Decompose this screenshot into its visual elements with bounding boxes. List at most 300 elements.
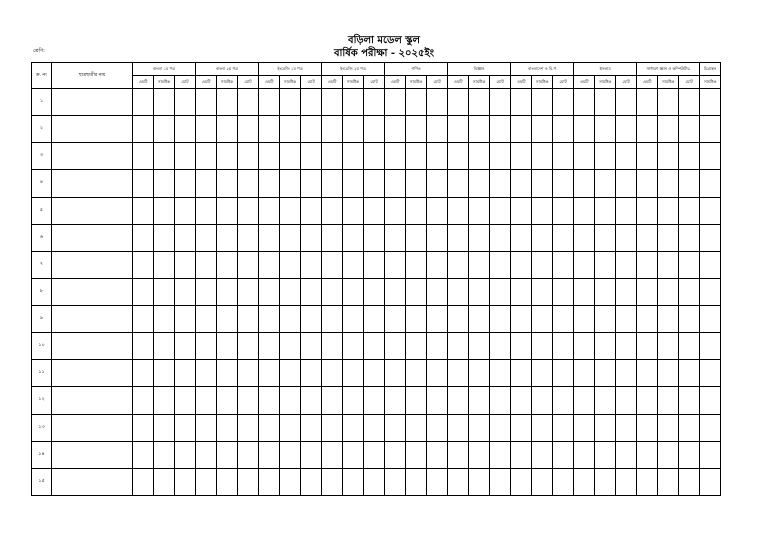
mark-cell[interactable] [532, 414, 553, 441]
mark-cell[interactable] [658, 197, 679, 224]
mark-cell[interactable] [616, 414, 637, 441]
mark-cell[interactable] [637, 170, 658, 197]
mark-cell[interactable] [133, 197, 154, 224]
mark-cell[interactable] [448, 251, 469, 278]
mark-cell[interactable] [658, 278, 679, 305]
mark-cell[interactable] [343, 333, 364, 360]
mark-cell[interactable] [532, 468, 553, 495]
mark-cell[interactable] [364, 116, 385, 143]
mark-cell[interactable] [301, 197, 322, 224]
mark-cell[interactable] [637, 197, 658, 224]
mark-cell[interactable] [175, 116, 196, 143]
student-name-cell[interactable] [52, 197, 133, 224]
mark-cell[interactable] [469, 414, 490, 441]
mark-cell[interactable] [532, 387, 553, 414]
mark-cell[interactable] [196, 170, 217, 197]
mark-cell[interactable] [259, 278, 280, 305]
mark-cell[interactable] [679, 387, 700, 414]
mark-cell[interactable] [406, 414, 427, 441]
mark-cell[interactable] [385, 224, 406, 251]
mark-cell[interactable] [238, 116, 259, 143]
student-name-cell[interactable] [52, 387, 133, 414]
mark-cell[interactable] [679, 170, 700, 197]
mark-cell[interactable] [238, 197, 259, 224]
mark-cell[interactable] [448, 224, 469, 251]
mark-cell[interactable] [511, 170, 532, 197]
mark-cell[interactable] [322, 224, 343, 251]
mark-cell[interactable] [196, 224, 217, 251]
mark-cell[interactable] [574, 170, 595, 197]
mark-cell[interactable] [469, 333, 490, 360]
mark-cell[interactable] [280, 278, 301, 305]
mark-cell[interactable] [595, 360, 616, 387]
mark-cell[interactable] [280, 441, 301, 468]
mark-cell[interactable] [259, 306, 280, 333]
mark-cell[interactable] [322, 89, 343, 116]
student-name-cell[interactable] [52, 89, 133, 116]
mark-cell[interactable] [490, 441, 511, 468]
mark-cell[interactable] [364, 251, 385, 278]
mark-cell[interactable] [259, 360, 280, 387]
mark-cell[interactable] [637, 224, 658, 251]
mark-cell[interactable] [238, 143, 259, 170]
mark-cell[interactable] [364, 468, 385, 495]
mark-cell[interactable] [196, 306, 217, 333]
mark-cell[interactable] [574, 251, 595, 278]
mark-cell[interactable] [217, 197, 238, 224]
mark-cell[interactable] [616, 360, 637, 387]
mark-cell[interactable] [322, 387, 343, 414]
mark-cell[interactable] [406, 360, 427, 387]
mark-cell[interactable] [427, 414, 448, 441]
mark-cell[interactable] [259, 116, 280, 143]
mark-cell[interactable] [679, 360, 700, 387]
mark-cell[interactable] [238, 414, 259, 441]
mark-cell[interactable] [679, 414, 700, 441]
mark-cell[interactable] [448, 116, 469, 143]
mark-cell[interactable] [490, 143, 511, 170]
mark-cell[interactable] [553, 360, 574, 387]
mark-cell[interactable] [427, 441, 448, 468]
mark-cell[interactable] [343, 278, 364, 305]
mark-cell[interactable] [511, 387, 532, 414]
mark-cell[interactable] [469, 143, 490, 170]
mark-cell[interactable] [469, 89, 490, 116]
mark-cell[interactable] [700, 441, 721, 468]
mark-cell[interactable] [469, 170, 490, 197]
mark-cell[interactable] [133, 224, 154, 251]
mark-cell[interactable] [217, 414, 238, 441]
mark-cell[interactable] [385, 333, 406, 360]
mark-cell[interactable] [490, 468, 511, 495]
mark-cell[interactable] [616, 333, 637, 360]
mark-cell[interactable] [406, 170, 427, 197]
mark-cell[interactable] [553, 170, 574, 197]
mark-cell[interactable] [301, 116, 322, 143]
mark-cell[interactable] [196, 89, 217, 116]
mark-cell[interactable] [406, 387, 427, 414]
mark-cell[interactable] [553, 197, 574, 224]
mark-cell[interactable] [343, 414, 364, 441]
mark-cell[interactable] [406, 224, 427, 251]
mark-cell[interactable] [469, 387, 490, 414]
mark-cell[interactable] [343, 441, 364, 468]
mark-cell[interactable] [469, 278, 490, 305]
mark-cell[interactable] [658, 360, 679, 387]
mark-cell[interactable] [532, 197, 553, 224]
mark-cell[interactable] [700, 278, 721, 305]
student-name-cell[interactable] [52, 251, 133, 278]
mark-cell[interactable] [259, 197, 280, 224]
mark-cell[interactable] [553, 333, 574, 360]
mark-cell[interactable] [490, 360, 511, 387]
mark-cell[interactable] [238, 224, 259, 251]
student-name-cell[interactable] [52, 468, 133, 495]
mark-cell[interactable] [427, 360, 448, 387]
mark-cell[interactable] [196, 414, 217, 441]
mark-cell[interactable] [469, 441, 490, 468]
mark-cell[interactable] [322, 360, 343, 387]
mark-cell[interactable] [133, 89, 154, 116]
mark-cell[interactable] [406, 278, 427, 305]
mark-cell[interactable] [175, 468, 196, 495]
mark-cell[interactable] [448, 414, 469, 441]
mark-cell[interactable] [637, 387, 658, 414]
mark-cell[interactable] [154, 116, 175, 143]
mark-cell[interactable] [196, 278, 217, 305]
mark-cell[interactable] [574, 387, 595, 414]
mark-cell[interactable] [511, 306, 532, 333]
mark-cell[interactable] [154, 333, 175, 360]
mark-cell[interactable] [259, 387, 280, 414]
mark-cell[interactable] [553, 387, 574, 414]
mark-cell[interactable] [385, 360, 406, 387]
mark-cell[interactable] [511, 116, 532, 143]
mark-cell[interactable] [490, 306, 511, 333]
mark-cell[interactable] [133, 170, 154, 197]
mark-cell[interactable] [679, 333, 700, 360]
mark-cell[interactable] [133, 251, 154, 278]
mark-cell[interactable] [385, 306, 406, 333]
mark-cell[interactable] [532, 278, 553, 305]
mark-cell[interactable] [238, 441, 259, 468]
mark-cell[interactable] [532, 360, 553, 387]
mark-cell[interactable] [427, 387, 448, 414]
mark-cell[interactable] [490, 278, 511, 305]
student-name-cell[interactable] [52, 360, 133, 387]
student-name-cell[interactable] [52, 143, 133, 170]
mark-cell[interactable] [364, 89, 385, 116]
mark-cell[interactable] [700, 251, 721, 278]
mark-cell[interactable] [175, 170, 196, 197]
mark-cell[interactable] [574, 306, 595, 333]
mark-cell[interactable] [700, 116, 721, 143]
mark-cell[interactable] [385, 441, 406, 468]
mark-cell[interactable] [343, 360, 364, 387]
mark-cell[interactable] [511, 278, 532, 305]
mark-cell[interactable] [448, 468, 469, 495]
mark-cell[interactable] [448, 441, 469, 468]
mark-cell[interactable] [511, 143, 532, 170]
mark-cell[interactable] [280, 468, 301, 495]
mark-cell[interactable] [553, 468, 574, 495]
mark-cell[interactable] [448, 306, 469, 333]
mark-cell[interactable] [427, 89, 448, 116]
mark-cell[interactable] [154, 170, 175, 197]
mark-cell[interactable] [385, 387, 406, 414]
mark-cell[interactable] [637, 89, 658, 116]
mark-cell[interactable] [364, 143, 385, 170]
mark-cell[interactable] [616, 387, 637, 414]
mark-cell[interactable] [574, 143, 595, 170]
mark-cell[interactable] [175, 251, 196, 278]
mark-cell[interactable] [154, 89, 175, 116]
mark-cell[interactable] [259, 441, 280, 468]
mark-cell[interactable] [553, 89, 574, 116]
mark-cell[interactable] [259, 143, 280, 170]
mark-cell[interactable] [490, 251, 511, 278]
mark-cell[interactable] [700, 143, 721, 170]
mark-cell[interactable] [679, 197, 700, 224]
student-name-cell[interactable] [52, 306, 133, 333]
mark-cell[interactable] [658, 89, 679, 116]
mark-cell[interactable] [385, 143, 406, 170]
mark-cell[interactable] [427, 333, 448, 360]
mark-cell[interactable] [217, 251, 238, 278]
mark-cell[interactable] [427, 170, 448, 197]
mark-cell[interactable] [196, 143, 217, 170]
mark-cell[interactable] [322, 251, 343, 278]
mark-cell[interactable] [343, 143, 364, 170]
mark-cell[interactable] [448, 360, 469, 387]
mark-cell[interactable] [469, 116, 490, 143]
mark-cell[interactable] [196, 197, 217, 224]
mark-cell[interactable] [238, 387, 259, 414]
mark-cell[interactable] [259, 224, 280, 251]
mark-cell[interactable] [574, 441, 595, 468]
mark-cell[interactable] [574, 224, 595, 251]
mark-cell[interactable] [595, 116, 616, 143]
mark-cell[interactable] [280, 414, 301, 441]
student-name-cell[interactable] [52, 224, 133, 251]
mark-cell[interactable] [343, 251, 364, 278]
mark-cell[interactable] [238, 468, 259, 495]
mark-cell[interactable] [490, 333, 511, 360]
mark-cell[interactable] [427, 197, 448, 224]
mark-cell[interactable] [448, 387, 469, 414]
mark-cell[interactable] [658, 468, 679, 495]
mark-cell[interactable] [238, 89, 259, 116]
mark-cell[interactable] [133, 360, 154, 387]
mark-cell[interactable] [343, 116, 364, 143]
mark-cell[interactable] [406, 89, 427, 116]
mark-cell[interactable] [217, 224, 238, 251]
mark-cell[interactable] [238, 360, 259, 387]
mark-cell[interactable] [490, 387, 511, 414]
mark-cell[interactable] [448, 197, 469, 224]
mark-cell[interactable] [301, 333, 322, 360]
mark-cell[interactable] [343, 170, 364, 197]
mark-cell[interactable] [616, 224, 637, 251]
mark-cell[interactable] [301, 387, 322, 414]
mark-cell[interactable] [679, 143, 700, 170]
mark-cell[interactable] [637, 278, 658, 305]
mark-cell[interactable] [616, 468, 637, 495]
mark-cell[interactable] [532, 251, 553, 278]
mark-cell[interactable] [322, 414, 343, 441]
mark-cell[interactable] [217, 170, 238, 197]
mark-cell[interactable] [427, 468, 448, 495]
mark-cell[interactable] [679, 278, 700, 305]
mark-cell[interactable] [511, 441, 532, 468]
mark-cell[interactable] [511, 333, 532, 360]
mark-cell[interactable] [385, 89, 406, 116]
mark-cell[interactable] [511, 251, 532, 278]
mark-cell[interactable] [469, 197, 490, 224]
mark-cell[interactable] [574, 414, 595, 441]
mark-cell[interactable] [658, 116, 679, 143]
mark-cell[interactable] [469, 251, 490, 278]
mark-cell[interactable] [406, 468, 427, 495]
mark-cell[interactable] [259, 89, 280, 116]
student-name-cell[interactable] [52, 441, 133, 468]
mark-cell[interactable] [364, 360, 385, 387]
mark-cell[interactable] [532, 441, 553, 468]
mark-cell[interactable] [658, 333, 679, 360]
mark-cell[interactable] [490, 89, 511, 116]
mark-cell[interactable] [322, 197, 343, 224]
mark-cell[interactable] [658, 306, 679, 333]
mark-cell[interactable] [700, 387, 721, 414]
mark-cell[interactable] [175, 387, 196, 414]
mark-cell[interactable] [679, 224, 700, 251]
mark-cell[interactable] [385, 251, 406, 278]
mark-cell[interactable] [658, 251, 679, 278]
mark-cell[interactable] [154, 387, 175, 414]
mark-cell[interactable] [175, 414, 196, 441]
mark-cell[interactable] [595, 333, 616, 360]
mark-cell[interactable] [595, 170, 616, 197]
mark-cell[interactable] [637, 468, 658, 495]
mark-cell[interactable] [595, 414, 616, 441]
mark-cell[interactable] [280, 116, 301, 143]
mark-cell[interactable] [154, 414, 175, 441]
mark-cell[interactable] [385, 197, 406, 224]
mark-cell[interactable] [406, 333, 427, 360]
mark-cell[interactable] [133, 306, 154, 333]
mark-cell[interactable] [595, 224, 616, 251]
mark-cell[interactable] [595, 89, 616, 116]
mark-cell[interactable] [679, 441, 700, 468]
mark-cell[interactable] [133, 143, 154, 170]
mark-cell[interactable] [196, 251, 217, 278]
mark-cell[interactable] [637, 116, 658, 143]
mark-cell[interactable] [532, 224, 553, 251]
mark-cell[interactable] [700, 89, 721, 116]
mark-cell[interactable] [385, 414, 406, 441]
mark-cell[interactable] [154, 468, 175, 495]
mark-cell[interactable] [133, 278, 154, 305]
mark-cell[interactable] [154, 360, 175, 387]
mark-cell[interactable] [616, 278, 637, 305]
mark-cell[interactable] [238, 333, 259, 360]
mark-cell[interactable] [259, 333, 280, 360]
mark-cell[interactable] [658, 387, 679, 414]
mark-cell[interactable] [301, 224, 322, 251]
mark-cell[interactable] [217, 278, 238, 305]
mark-cell[interactable] [238, 170, 259, 197]
mark-cell[interactable] [637, 414, 658, 441]
mark-cell[interactable] [637, 360, 658, 387]
mark-cell[interactable] [700, 333, 721, 360]
mark-cell[interactable] [679, 116, 700, 143]
mark-cell[interactable] [637, 143, 658, 170]
mark-cell[interactable] [364, 278, 385, 305]
mark-cell[interactable] [469, 224, 490, 251]
mark-cell[interactable] [700, 170, 721, 197]
mark-cell[interactable] [490, 414, 511, 441]
mark-cell[interactable] [490, 170, 511, 197]
mark-cell[interactable] [679, 306, 700, 333]
mark-cell[interactable] [259, 251, 280, 278]
mark-cell[interactable] [595, 441, 616, 468]
mark-cell[interactable] [301, 143, 322, 170]
mark-cell[interactable] [511, 414, 532, 441]
mark-cell[interactable] [532, 333, 553, 360]
mark-cell[interactable] [175, 441, 196, 468]
mark-cell[interactable] [574, 278, 595, 305]
mark-cell[interactable] [217, 143, 238, 170]
mark-cell[interactable] [553, 414, 574, 441]
mark-cell[interactable] [616, 143, 637, 170]
mark-cell[interactable] [616, 89, 637, 116]
mark-cell[interactable] [301, 306, 322, 333]
mark-cell[interactable] [175, 143, 196, 170]
mark-cell[interactable] [637, 306, 658, 333]
mark-cell[interactable] [616, 441, 637, 468]
mark-cell[interactable] [196, 116, 217, 143]
mark-cell[interactable] [217, 360, 238, 387]
mark-cell[interactable] [427, 278, 448, 305]
mark-cell[interactable] [154, 441, 175, 468]
mark-cell[interactable] [406, 116, 427, 143]
mark-cell[interactable] [238, 306, 259, 333]
mark-cell[interactable] [679, 89, 700, 116]
mark-cell[interactable] [217, 387, 238, 414]
mark-cell[interactable] [154, 197, 175, 224]
mark-cell[interactable] [637, 251, 658, 278]
mark-cell[interactable] [217, 116, 238, 143]
mark-cell[interactable] [175, 360, 196, 387]
mark-cell[interactable] [595, 143, 616, 170]
mark-cell[interactable] [154, 143, 175, 170]
mark-cell[interactable] [217, 306, 238, 333]
mark-cell[interactable] [637, 441, 658, 468]
mark-cell[interactable] [154, 306, 175, 333]
mark-cell[interactable] [574, 360, 595, 387]
mark-cell[interactable] [385, 170, 406, 197]
mark-cell[interactable] [322, 278, 343, 305]
mark-cell[interactable] [406, 441, 427, 468]
mark-cell[interactable] [385, 468, 406, 495]
mark-cell[interactable] [406, 197, 427, 224]
mark-cell[interactable] [280, 360, 301, 387]
mark-cell[interactable] [259, 414, 280, 441]
mark-cell[interactable] [343, 89, 364, 116]
mark-cell[interactable] [133, 333, 154, 360]
mark-cell[interactable] [175, 306, 196, 333]
mark-cell[interactable] [238, 251, 259, 278]
